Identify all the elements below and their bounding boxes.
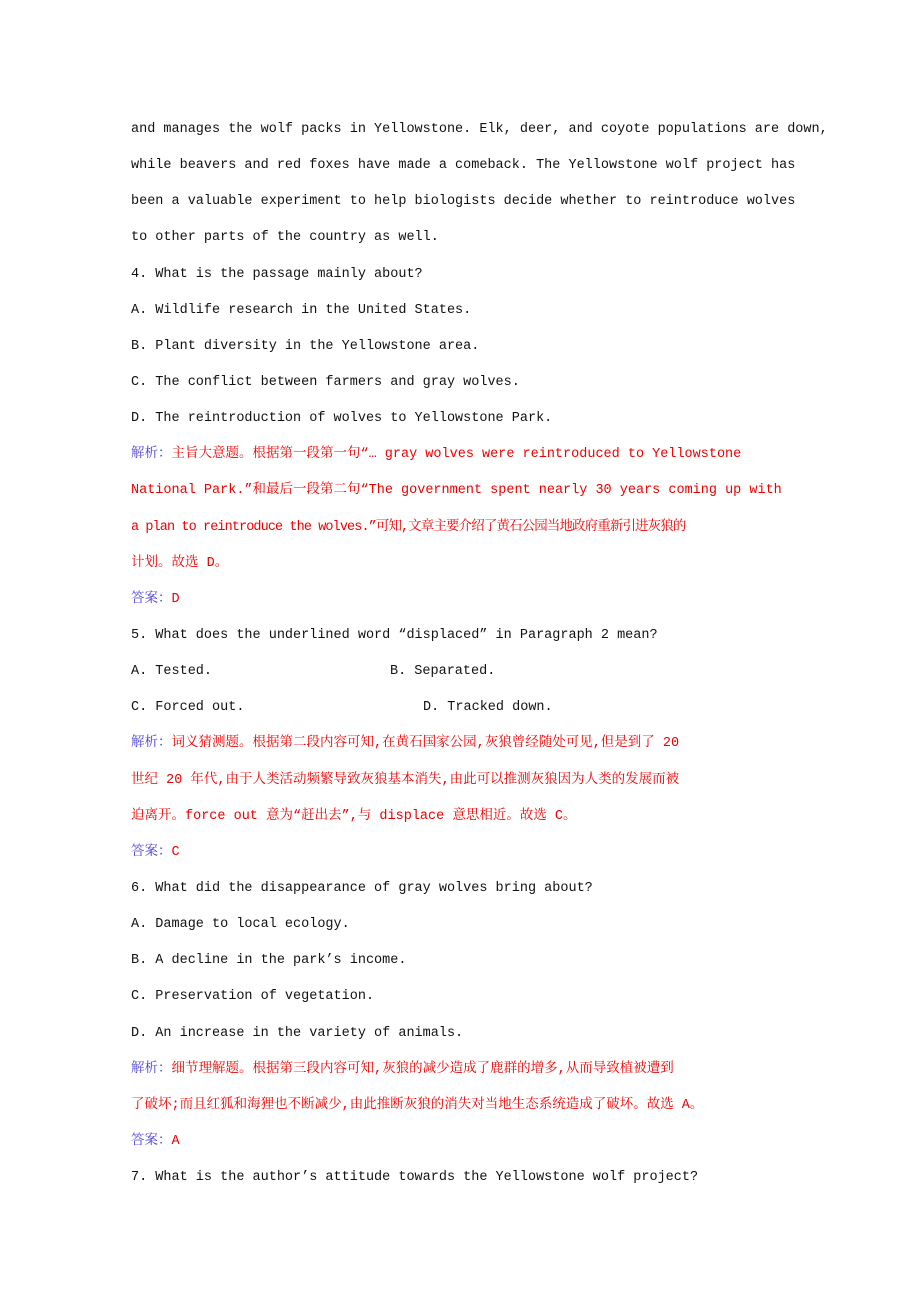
analysis-line: 计划。故选 D。 [131, 555, 229, 571]
option-d: D. Tracked down. [423, 700, 553, 716]
option-c: C. The conflict between farmers and gray wolves. [131, 374, 520, 390]
passage-line: been a valuable experiment to help biologists decide whether to reintroduce wolves [131, 194, 796, 210]
analysis-label: 解析： [131, 1061, 172, 1077]
analysis-line: National Park.”和最后一段第二句“The government spent nearly 30 years coming up with [131, 483, 782, 499]
analysis-line: 了破坏;而且红狐和海狸也不断减少,由此推断灰狼的消失对当地生态系统造成了破坏。故选 A。 [131, 1097, 704, 1113]
options-row [131, 654, 831, 690]
option-b: B. Plant diversity in the Yellowstone area. [131, 338, 480, 354]
option-d: D. An increase in the variety of animals. [131, 1025, 464, 1041]
question-7: 7. What is the author’s attitude towards the Yellowstone wolf project? [131, 1170, 699, 1186]
answer-line [131, 835, 831, 871]
analysis-line: 世纪 20 年代,由于人类活动频繁导致灰狼基本消失,由此可以推测灰狼因为人类的发展而被 [131, 772, 680, 788]
question-6: 6. What did the disappearance of gray wolves bring about? [131, 880, 593, 896]
analysis-line [131, 726, 831, 762]
option-d: D. The reintroduction of wolves to Yellowstone Park. [131, 411, 553, 427]
answer-label: 答案： [131, 1133, 172, 1149]
analysis-label: 解析： [131, 447, 172, 463]
answer-line [131, 582, 831, 618]
answer-label: 答案： [131, 844, 172, 860]
option-c: C. Forced out. [131, 700, 245, 716]
analysis-text: 主旨大意题。根据第一段第一句“… gray wolves were reintroduced to Yellowstone [171, 447, 742, 463]
answer-line [131, 1124, 831, 1160]
document-page [131, 112, 831, 1196]
passage-line: and manages the wolf packs in Yellowstone. Elk, deer, and coyote populations are down, [131, 122, 828, 137]
analysis-text: 词义猜测题。根据第二段内容可知,在黄石国家公园,灰狼曾经随处可见,但是到了 20 [171, 736, 680, 752]
passage-line: while beavers and red foxes have made a comeback. The Yellowstone wolf project has [131, 158, 796, 174]
analysis-line: a plan to reintroduce the wolves.”可知,文章主要介绍了黄石公园当地政府重新引进灰狼的 [131, 519, 686, 535]
option-a: A. Wildlife research in the United States. [131, 302, 472, 318]
analysis-line: 迫离开。force out 意为“赶出去”,与 displace 意思相近。故选 C。 [131, 808, 577, 824]
question-4: 4. What is the passage mainly about? [131, 266, 423, 282]
option-c: C. Preservation of vegetation. [131, 989, 375, 1005]
passage-line: to other parts of the country as well. [131, 230, 439, 246]
option-a: A. Damage to local ecology. [131, 917, 350, 933]
analysis-label: 解析： [131, 736, 172, 752]
option-b: B. Separated. [390, 664, 496, 680]
analysis-line [131, 1052, 831, 1088]
question-5: 5. What does the underlined word “displaced” in Paragraph 2 mean? [131, 627, 658, 643]
analysis-line [131, 437, 831, 473]
answer-label: 答案： [131, 591, 172, 607]
answer-value: C [171, 844, 180, 860]
option-b: B. A decline in the park’s income. [131, 953, 407, 969]
analysis-text: 细节理解题。根据第三段内容可知,灰狼的减少造成了鹿群的增多,从而导致植被遭到 [171, 1061, 674, 1077]
option-a: A. Tested. [131, 664, 213, 680]
answer-value: A [171, 1133, 180, 1149]
options-row [131, 690, 831, 726]
answer-value: D [171, 591, 180, 607]
